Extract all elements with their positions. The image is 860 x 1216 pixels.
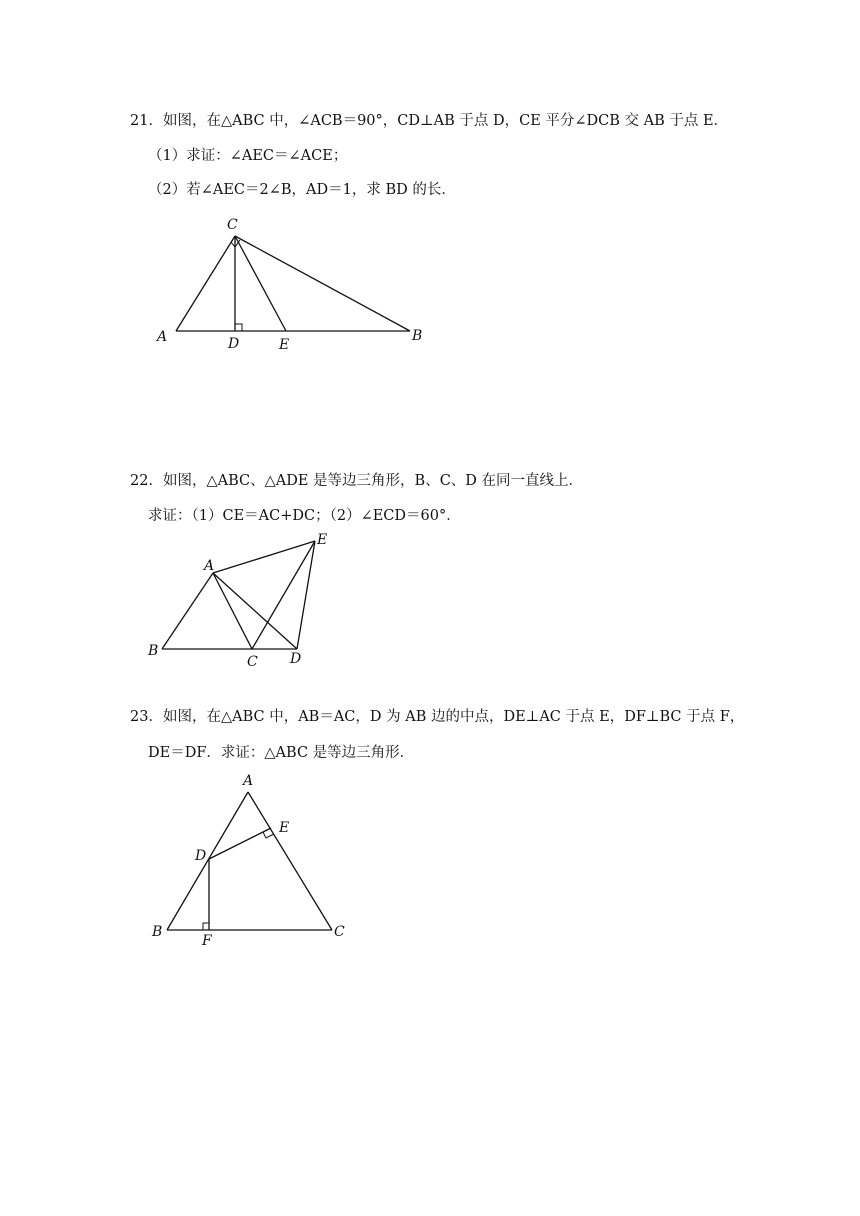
label-e: E <box>279 337 290 353</box>
label-c: C <box>334 924 345 940</box>
label-b: B <box>148 643 159 659</box>
right-angle-mark-f <box>203 923 209 930</box>
label-a: A <box>243 773 254 789</box>
label-a: A <box>157 329 168 345</box>
label-e: E <box>279 820 290 836</box>
segment-ca <box>176 236 235 331</box>
right-angle-mark-d <box>235 324 242 331</box>
label-f: F <box>202 933 212 949</box>
label-c: C <box>247 654 258 670</box>
problem-23-figure <box>145 770 360 950</box>
problem-21-figure <box>150 210 440 355</box>
segment-ab <box>162 573 213 649</box>
problem-21-part-2: （2）若∠AEC＝2∠B，AD＝1，求 BD 的长． <box>148 182 456 198</box>
label-b: B <box>412 328 423 344</box>
segment-ac <box>248 792 332 930</box>
label-c: C <box>227 217 238 233</box>
problem-22-figure <box>145 530 345 670</box>
segment-ab <box>167 792 248 930</box>
label-e: E <box>317 532 328 548</box>
problem-22-statement: 22．如图，△ABC、△ADE 是等边三角形，B、C、D 在同一直线上． <box>130 473 584 489</box>
segment-ad <box>213 573 297 649</box>
problem-23-statement: 23．如图，在△ABC 中，AB＝AC，D 为 AB 边的中点，DE⊥AC 于点 E，DF⊥BC 于点 F， <box>130 709 745 725</box>
segment-cb <box>235 236 410 331</box>
label-d: D <box>228 336 240 352</box>
problem-21-statement: 21．如图，在△ABC 中，∠ACB＝90°，CD⊥AB 于点 D，CE 平分∠DCB 交 AB 于点 E． <box>130 113 729 129</box>
problem-22-proof-parts: 求证：（1）CE＝AC+DC；（2）∠ECD＝60°． <box>148 508 461 524</box>
label-b: B <box>152 924 163 940</box>
segment-ac <box>213 573 252 649</box>
label-a: A <box>204 558 215 574</box>
label-d: D <box>290 651 302 667</box>
problem-23-statement-cont: DE＝DF．求证：△ABC 是等边三角形． <box>148 745 415 761</box>
problem-21-part-1: （1）求证：∠AEC＝∠ACE； <box>148 148 348 164</box>
label-d: D <box>195 848 207 864</box>
